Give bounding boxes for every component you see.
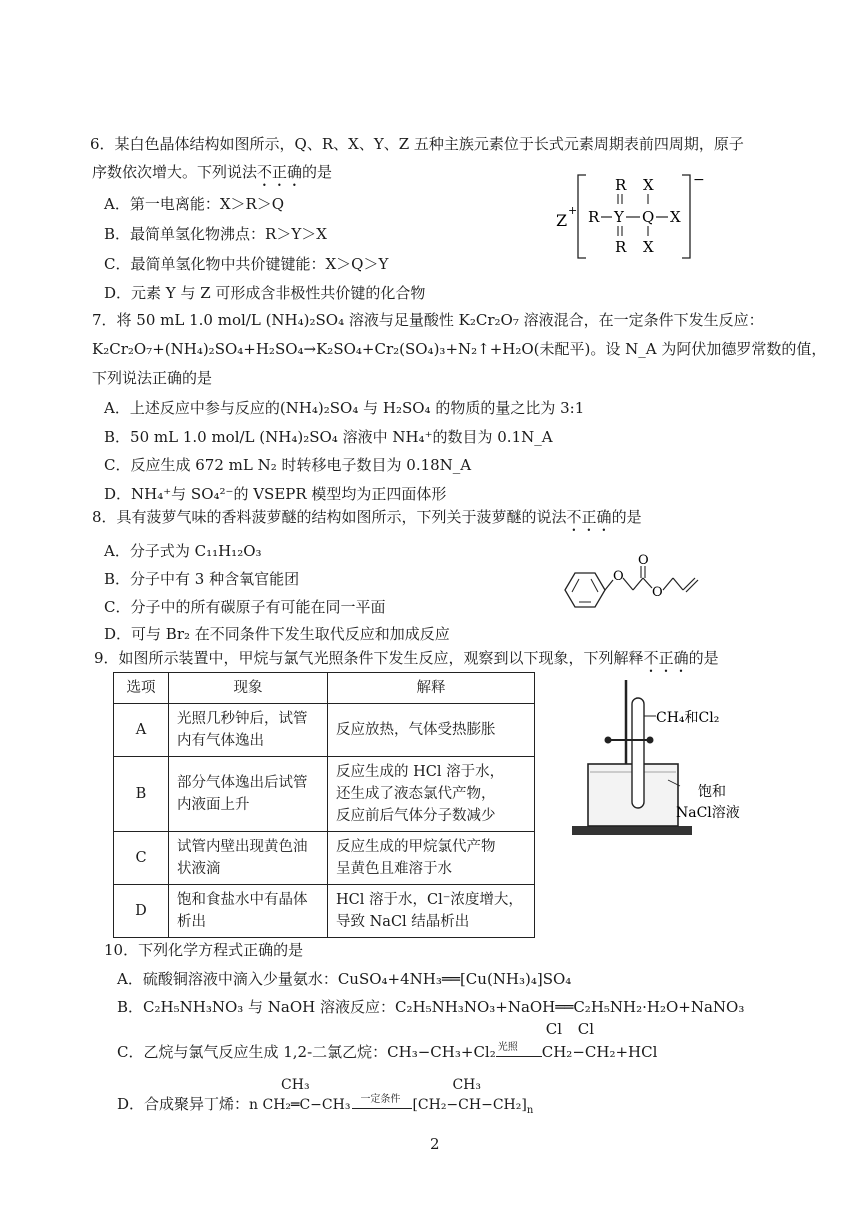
q10-c-condition: 光照 [497,1042,518,1053]
q10-d-monomer: n CH₂═C−CH₃ [249,1097,351,1113]
q7-stem-line2: K₂Cr₂O₇+(NH₄)₂SO₄+H₂SO₄→K₂SO₄+Cr₂(SO₄)₃+N₂↑+H₂O(未配平)。设 N_A 为阿伏加德罗常数的值， [92,340,827,358]
q10-d-monomer-wrap [249,1077,351,1113]
struct-plus: + [568,204,578,217]
struct-r-top: R [615,176,627,194]
table-row [114,832,535,885]
phen-line: 内液面上升 [177,797,250,813]
row-option: A [114,704,169,757]
q7-stem-line1: 7．将 50 mL 1.0 mol/L (NH₄)₂SO₄ 溶液与足量酸性 K₂Cr₂O₇ 溶液混合，在一定条件下发生反应： [92,311,764,329]
q10-d-condition: 一定条件 [360,1094,401,1105]
header-phenomenon: 现象 [169,673,328,704]
q9-apparatus-figure [568,676,788,841]
q8-stem [92,507,642,535]
table-row [114,885,535,938]
q6-stem-part: 序数依次增大。下列说法 [92,163,258,181]
expl-line: HCl 溶于水，Cl⁻浓度增大， [336,892,523,908]
q8-option-d: D．可与 Br₂ 在不同条件下发生取代反应和加成反应 [104,625,450,643]
q10-stem: 10．下列化学方程式正确的是 [104,941,304,959]
row-explanation [328,885,535,938]
q6-structure-figure [550,170,720,265]
q7-stem-line3: 下列说法正确的是 [92,369,213,387]
q8-option-b: B．分子中有 3 种含氧官能团 [104,570,300,588]
q10-option-d [117,1077,534,1116]
q9-table [113,672,535,938]
row-option: D [114,885,169,938]
q10-d-text: D．合成聚异丁烯： [117,1095,250,1113]
phen-line: 饱和食盐水中有晶体 [177,892,308,908]
q9-stem-part: 9．如图所示装置中，甲烷与氯气光照条件下发生反应，观察到以下现象，下列解释 [94,649,644,667]
row-phenomenon [169,704,328,757]
q9-emphasis: 不正确 [643,649,689,667]
struct-x-top: X [643,176,654,194]
phen-line: 内有气体逸出 [177,733,264,749]
q6-stem-line1: 6．某白色晶体结构如图所示，Q、R、X、Y、Z 五种主族元素位于长式元素周期表前四周期，原子 [90,135,744,153]
q8-stem-end: 的是 [611,508,642,526]
expl-line: 还生成了液态氯代产物， [336,786,496,802]
row-explanation: 反应放热，气体受热膨胀 [328,704,535,757]
row-explanation [328,757,535,832]
expl-line: 呈黄色且难溶于水 [336,861,452,877]
phen-line: 状液滴 [177,861,221,877]
phen-line: 析出 [177,914,206,930]
phen-line: 光照几秒钟后，试管 [177,711,308,727]
row-option: C [114,832,169,885]
q10-c-product-wrap [541,1020,658,1061]
q10-d-polymer: [CH₂−CH−CH₂] [412,1097,527,1113]
table-header-row [114,673,535,704]
q7-option-c: C．反应生成 672 mL N₂ 时转移电子数目为 0.18N_A [104,456,472,474]
ether-oxygen: O [613,569,624,584]
expl-line: 反应生成的甲烷氯代产物 [336,839,496,855]
table-row [114,757,535,832]
ester-oxygen: O [652,585,663,600]
struct-q: Q [642,208,655,226]
carbonyl-oxygen: O [638,553,649,568]
q10-d-polymer-wrap [412,1077,534,1116]
header-option: 选项 [114,673,169,704]
q6-stem-end: 的是 [302,163,333,181]
gas-label: CH₄和Cl₂ [656,710,720,726]
q6-option-d: D．元素 Y 与 Z 可形成含非极性共价键的化合物 [104,284,426,302]
q8-option-a: A．分子式为 C₁₁H₁₂O₃ [104,542,262,560]
struct-x-right: X [670,208,681,226]
cl-1: Cl [545,1020,563,1038]
liquid-label-1: 饱和 [698,784,726,800]
row-explanation [328,832,535,885]
polymer-n: n [526,1104,534,1116]
phen-line: 部分气体逸出后试管 [177,775,308,791]
q8-emphasis: 不正确 [566,508,612,526]
q6-option-b: B．最简单氢化物沸点：R＞Y＞X [104,225,327,243]
q9-stem-end: 的是 [688,649,719,667]
ch3-polymer: CH₃ [452,1077,481,1093]
q10-c-product: CH₂−CH₂+HCl [541,1043,658,1061]
row-phenomenon [169,832,328,885]
q10-option-c [117,1020,658,1062]
q10-option-b: B．C₂H₅NH₃NO₃ 与 NaOH 溶液反应：C₂H₅NH₃NO₃+NaOH══C₂H₅NH₂·H₂O+NaNO₃ [117,998,745,1016]
struct-minus: − [693,172,705,188]
expl-line: 导致 NaCl 结晶析出 [336,914,470,930]
q6-emphasis: 不正确 [257,163,303,181]
struct-r-bottom: R [615,238,627,256]
q7-option-b: B．50 mL 1.0 mol/L (NH₄)₂SO₄ 溶液中 NH₄⁺的数目为 0.1N_A [104,428,553,446]
row-phenomenon [169,757,328,832]
q10-c-arrow [496,1044,542,1057]
cl-2: Cl [577,1020,595,1038]
q10-d-arrow [350,1096,412,1109]
table-row [114,704,535,757]
q8-pineapple-ether-structure [555,552,725,622]
q7-option-a: A．上述反应中参与反应的(NH₄)₂SO₄ 与 H₂SO₄ 的物质的量之比为 3:1 [104,399,585,417]
phen-line: 试管内壁出现黄色油 [177,839,308,855]
q8-option-c: C．分子中的所有碳原子有可能在同一平面 [104,598,386,616]
struct-z: Z [556,211,568,230]
page-number: 2 [430,1135,440,1153]
ch3-monomer: CH₃ [281,1077,310,1093]
q6-stem-line2 [92,162,332,190]
header-explanation: 解释 [328,673,535,704]
expl-line: 反应生成的 HCl 溶于水， [336,764,505,780]
struct-x-bottom: X [643,238,654,256]
row-phenomenon [169,885,328,938]
liquid-label-2: NaCl溶液 [676,805,740,821]
q6-option-c: C．最简单氢化物中共价键键能：X＞Q＞Y [104,255,389,273]
expl-line: 反应前后气体分子数减少 [336,808,496,824]
q10-c-text: C．乙烷与氯气反应生成 1,2-二氯乙烷：CH₃−CH₃+Cl₂ [117,1043,496,1061]
q8-stem-part: 8．具有菠萝气味的香料菠萝醚的结构如图所示，下列关于菠萝醚的说法 [92,508,567,526]
q6-option-a: A．第一电离能：X＞R＞Q [104,195,285,213]
row-option: B [114,757,169,832]
q7-option-d: D．NH₄⁺与 SO₄²⁻的 VSEPR 模型均为正四面体形 [104,485,447,503]
q10-option-a: A．硫酸铜溶液中滴入少量氨水：CuSO₄+4NH₃══[Cu(NH₃)₄]SO₄ [117,970,572,988]
struct-r-left: R [588,208,600,226]
struct-y: Y [614,208,624,226]
